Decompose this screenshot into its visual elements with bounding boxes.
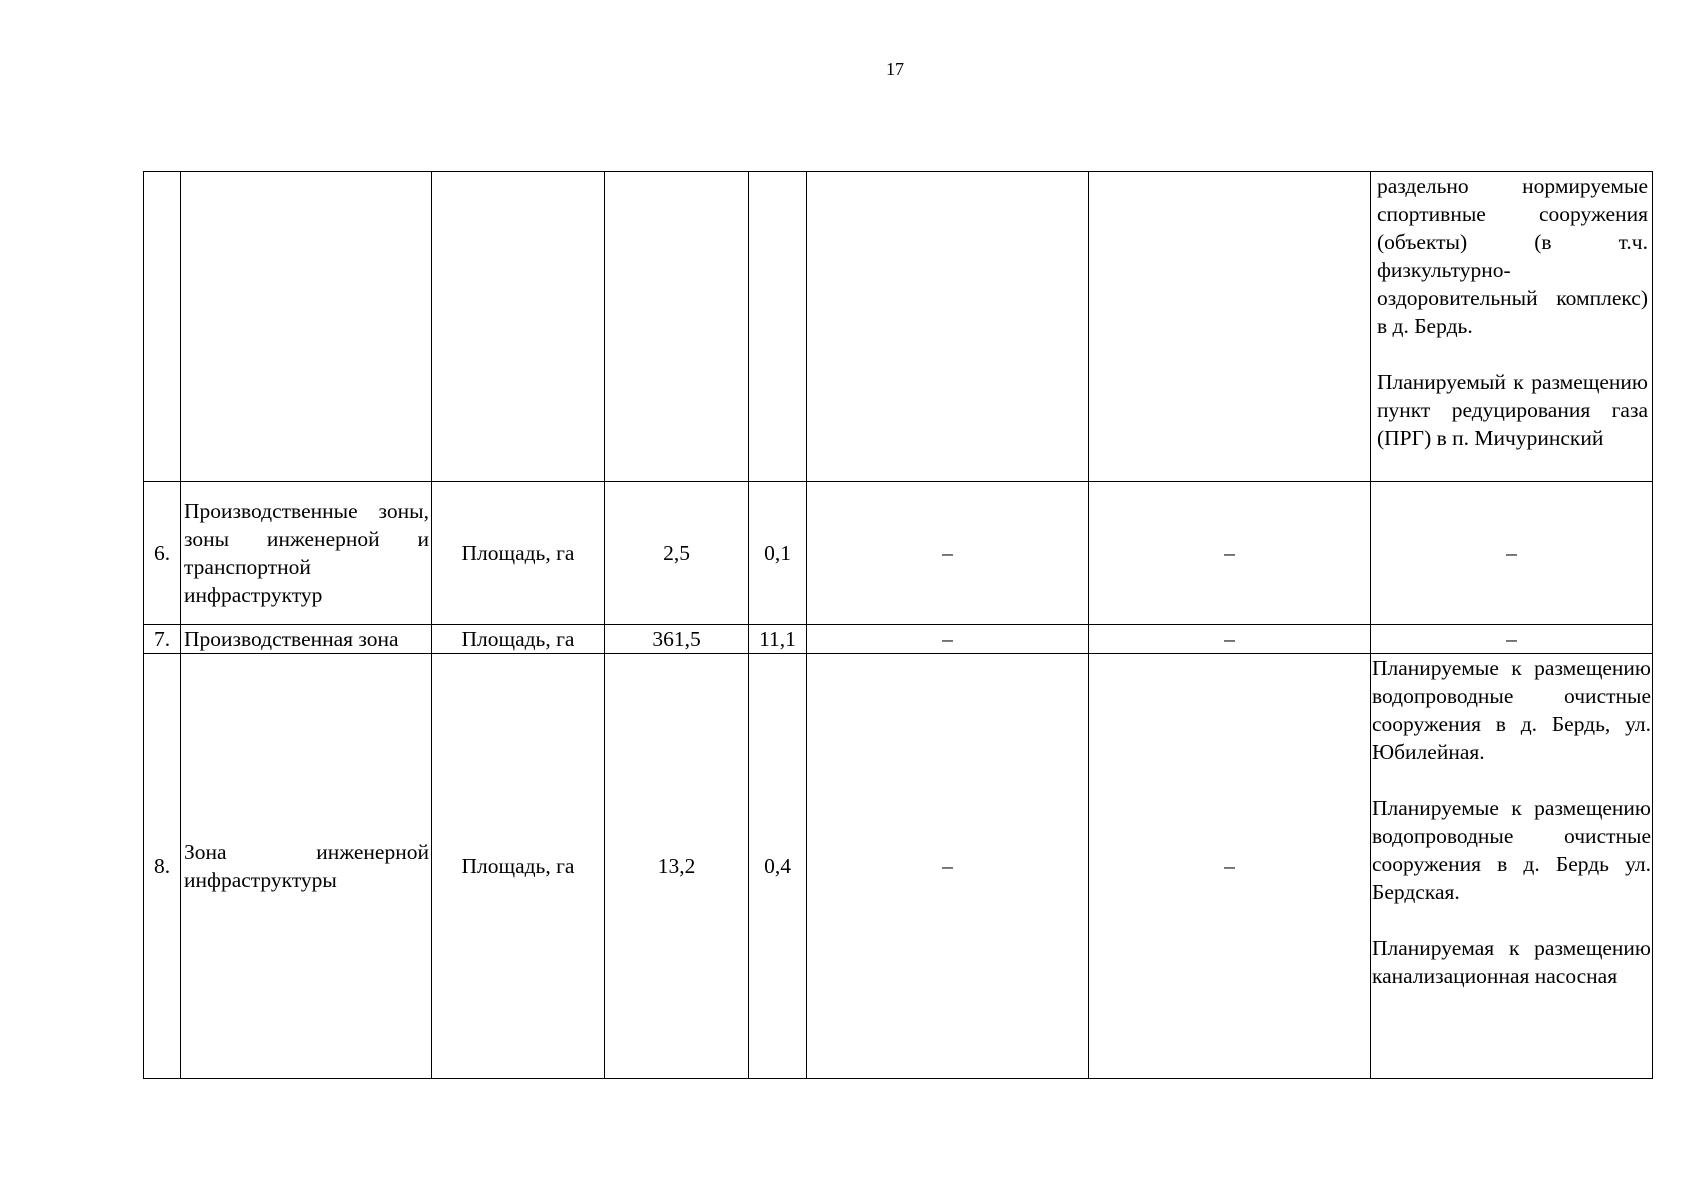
zones-table [143, 171, 1653, 1079]
row-number: 8. [144, 654, 181, 1079]
column-6: – [807, 654, 1089, 1079]
notes-cell: – [1371, 625, 1653, 654]
value-1: 2,5 [605, 482, 749, 625]
value-2: 0,4 [749, 654, 807, 1079]
unit [432, 172, 605, 482]
unit: Площадь, га [432, 654, 605, 1079]
value-2 [749, 172, 807, 482]
value-1: 361,5 [605, 625, 749, 654]
table-row [144, 625, 1653, 654]
column-6: – [807, 625, 1089, 654]
row-number [144, 172, 181, 482]
value-2: 11,1 [749, 625, 807, 654]
page-number: 17 [886, 59, 904, 79]
note-paragraph: Планируемая к размещению канализационная насосная [1372, 936, 1651, 988]
notes-cell [1371, 172, 1653, 482]
value-1: 13,2 [605, 654, 749, 1079]
column-7: – [1089, 482, 1371, 625]
note-paragraph: Планируемый к размещению пункт редуцирования газа (ПРГ) в п. Мичуринский [1377, 370, 1648, 450]
zone-name: Зона инженерной инфраструктуры [181, 654, 432, 1079]
column-7 [1089, 172, 1371, 482]
column-6: – [807, 482, 1089, 625]
note-paragraph: Планируемые к размещению водопроводные очистные сооружения в д. Бердь ул. Бердская. [1372, 796, 1651, 904]
notes-cell: – [1371, 482, 1653, 625]
note-paragraph: раздельно нормируемые спортивные сооружения (объекты) (в т.ч. физкультурно-оздоровительный комплекс) в д. Бердь. [1377, 174, 1648, 338]
zone-name: Производственные зоны, зоны инженерной и транспортной инфраструктур [181, 482, 432, 625]
table-row [144, 172, 1653, 482]
table-row [144, 482, 1653, 625]
table-row [144, 654, 1653, 1079]
value-2: 0,1 [749, 482, 807, 625]
column-6 [807, 172, 1089, 482]
row-number: 7. [144, 625, 181, 654]
row-number: 6. [144, 482, 181, 625]
zone-name [181, 172, 432, 482]
notes-cell [1371, 654, 1653, 1079]
column-7: – [1089, 654, 1371, 1079]
column-7: – [1089, 625, 1371, 654]
note-paragraph: Планируемые к размещению водопроводные очистные сооружения в д. Бердь, ул. Юбилейная. [1372, 656, 1651, 764]
value-1 [605, 172, 749, 482]
unit: Площадь, га [432, 625, 605, 654]
zone-name: Производственная зона [181, 625, 432, 654]
unit: Площадь, га [432, 482, 605, 625]
